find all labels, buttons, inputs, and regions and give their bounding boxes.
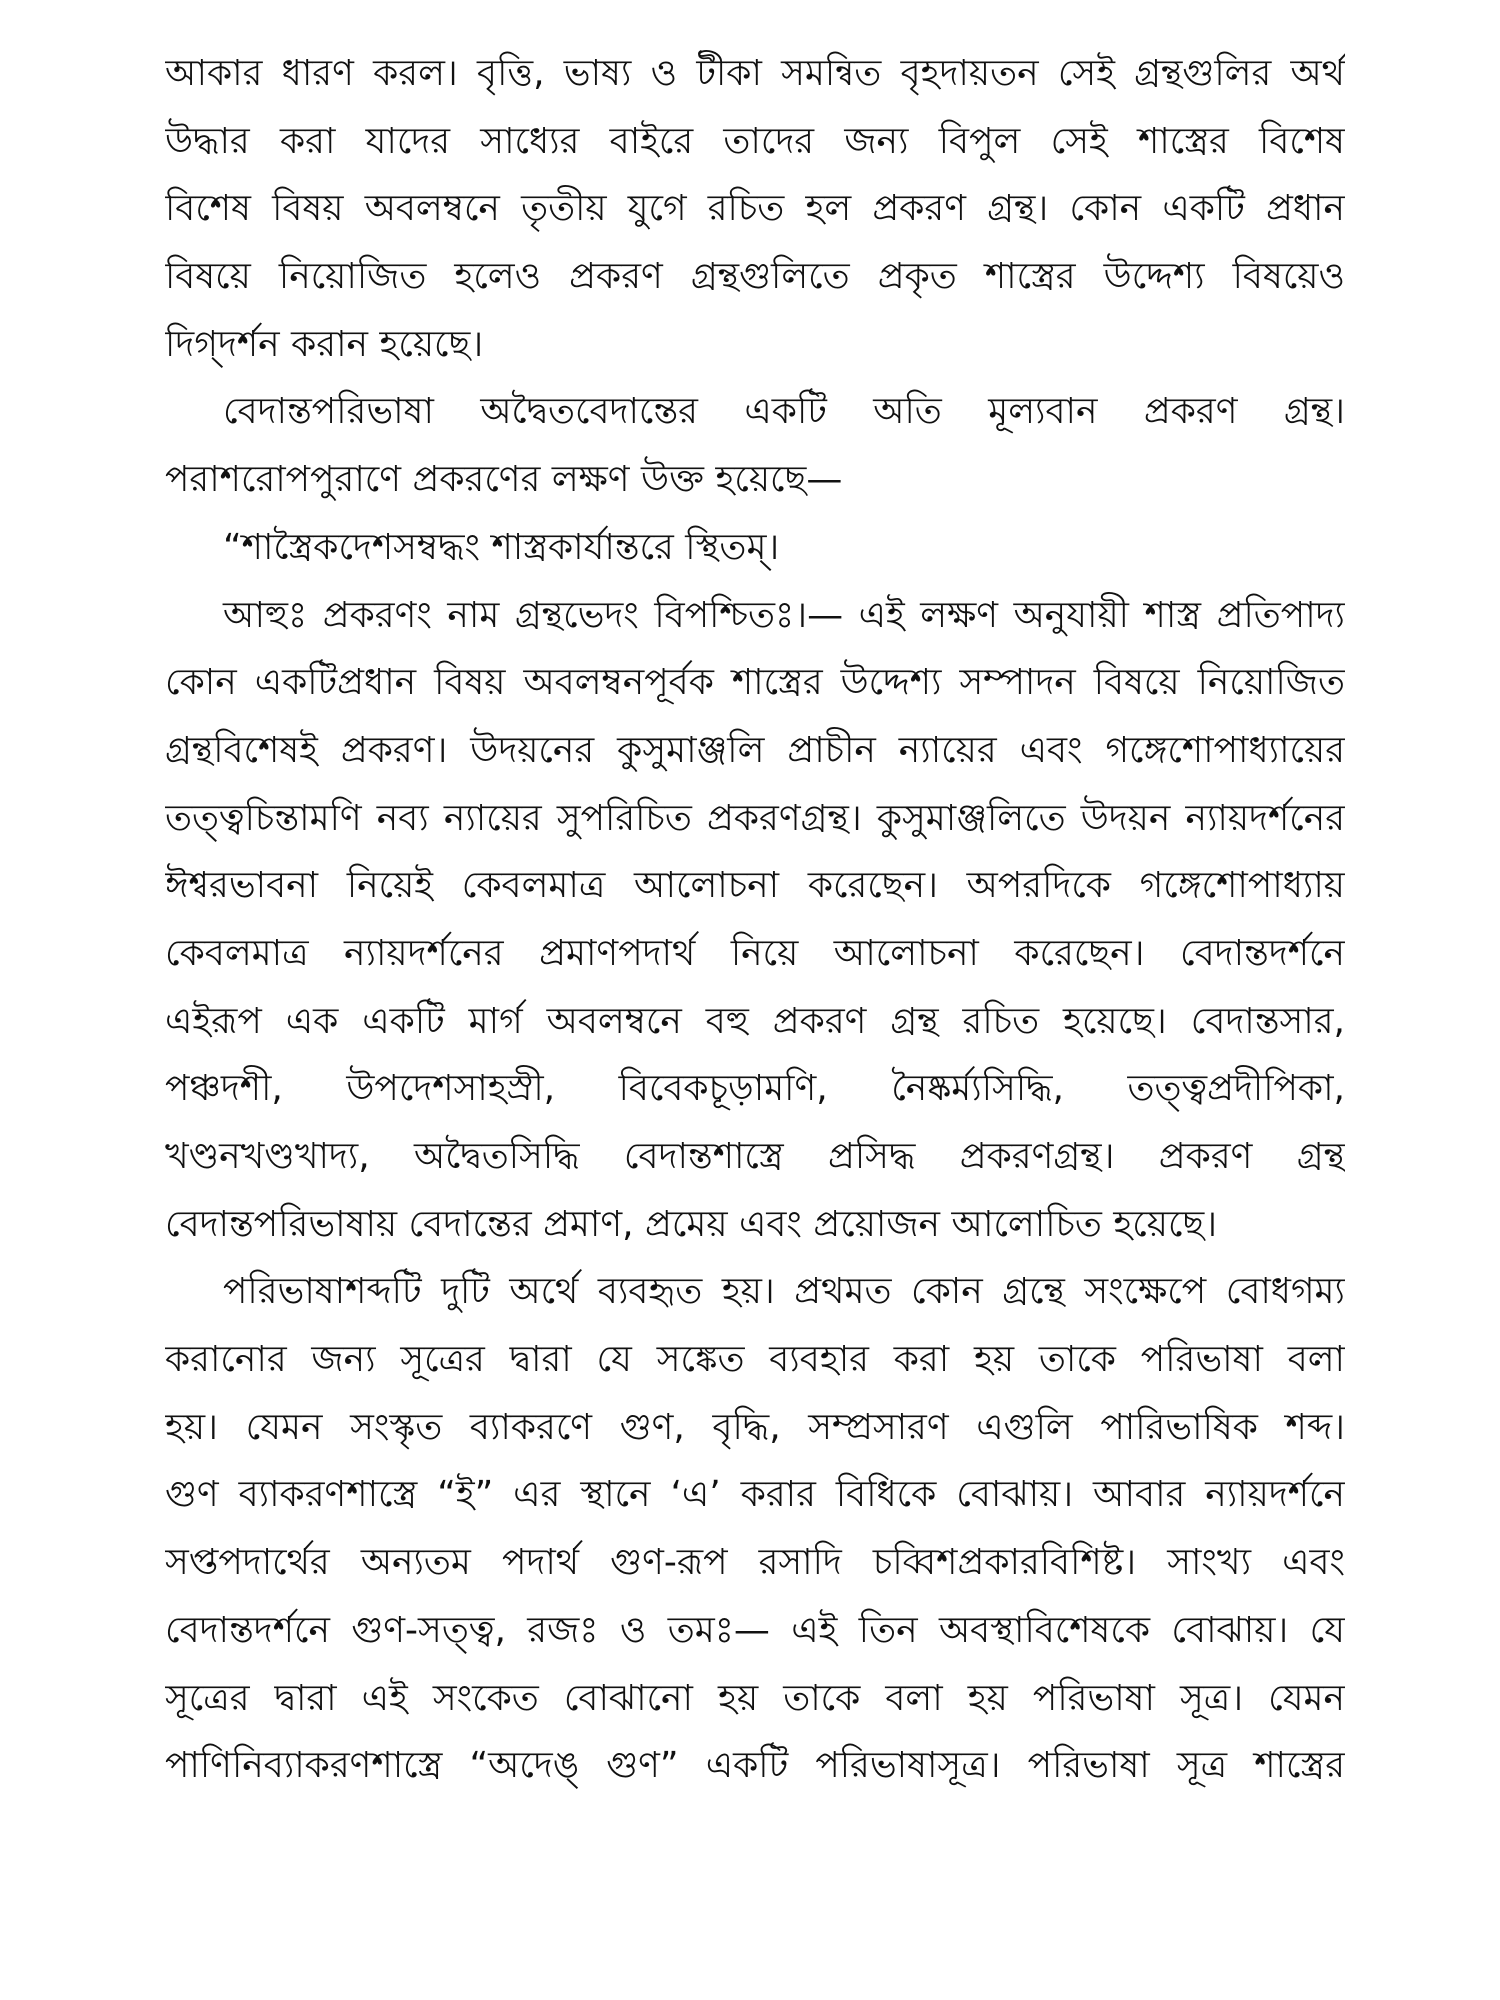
text-line-13: ঈশ্বরভাবনা নিয়েই কেবলমাত্র আলোচনা করেছেন। অপরদিকে গঙ্গেশোপাধ্যায় <box>165 865 1345 907</box>
text-line-16: পঞ্চদশী, উপদেশসাহস্রী, বিবেকচূড়ামণি, নৈষ্কর্ম্যসিদ্ধি, তত্ত্বপ্রদীপিকা, <box>165 1068 1345 1110</box>
text-line-22: গুণ ব্যাকরণশাস্ত্রে “ই” এর স্থানে ‘এ’ করার বিধিকে বোঝায়। আবার ন্যায়দর্শনে <box>165 1474 1345 1516</box>
text-line-15: এইরূপ এক একটি মার্গ অবলম্বনে বহু প্রকরণ গ্রন্থ রচিত হয়েছে। বেদান্তসার, <box>165 1000 1345 1042</box>
text-line-17: খণ্ডনখণ্ডখাদ্য, অদ্বৈতসিদ্ধি বেদান্তশাস্ত্রে প্রসিদ্ধ প্রকরণগ্রন্থ। প্রকরণ গ্রন্থ <box>165 1136 1345 1177</box>
text-line-6: বেদান্তপরিভাষা অদ্বৈতবেদান্তের একটি অতি মূল্যবান প্রকরণ গ্রন্থ। <box>223 391 1345 433</box>
text-line-19: পরিভাষাশব্দটি দুটি অর্থে ব্যবহৃত হয়। প্রথমত কোন গ্রন্থে সংক্ষেপে বোধগম্য <box>223 1271 1345 1313</box>
text-line-14: কেবলমাত্র ন্যায়দর্শনের প্রমাণপদার্থ নিয়ে আলোচনা করেছেন। বেদান্তদর্শনে <box>165 932 1345 974</box>
text-line-24: বেদান্তদর্শনে গুণ-সত্ত্ব, রজঃ ও তমঃ— এই তিন অবস্থাবিশেষকে বোঝায়। যে <box>165 1609 1345 1651</box>
text-line-10: কোন একটিপ্রধান বিষয় অবলম্বনপূর্বক শাস্ত্রের উদ্দেশ্য সম্পাদন বিষয়ে নিয়োজিত <box>165 662 1345 704</box>
text-line-23: সপ্তপদার্থের অন্যতম পদার্থ গুণ-রূপ রসাদি চব্বিশপ্রকারবিশিষ্ট। সাংখ্য এবং <box>165 1542 1345 1584</box>
text-line-9: আহুঃ প্রকরণং নাম গ্রন্থভেদং বিপশ্চিতঃ।— এই লক্ষণ অনুযায়ী শাস্ত্র প্রতিপাদ্য <box>223 594 1345 636</box>
document-page <box>165 40 1345 1980</box>
text-line-18: বেদান্তপরিভাষায় বেদান্তের প্রমাণ, প্রমেয় এবং প্রয়োজন আলোচিত হয়েছে। <box>165 1203 1218 1245</box>
text-line-25: সূত্রের দ্বারা এই সংকেত বোঝানো হয় তাকে বলা হয় পরিভাষা সূত্র। যেমন <box>165 1677 1345 1719</box>
text-line-20: করানোর জন্য সূত্রের দ্বারা যে সঙ্কেত ব্যবহার করা হয় তাকে পরিভাষা বলা <box>165 1339 1345 1381</box>
text-line-2: উদ্ধার করা যাদের সাধ্যের বাইরে তাদের জন্য বিপুল সেই শাস্ত্রের বিশেষ <box>165 120 1345 162</box>
text-line-3: বিশেষ বিষয় অবলম্বনে তৃতীয় যুগে রচিত হল প্রকরণ গ্রন্থ। কোন একটি প্রধান <box>165 188 1345 230</box>
text-line-21: হয়। যেমন সংস্কৃত ব্যাকরণে গুণ, বৃদ্ধি, সম্প্রসারণ এগুলি পারিভাষিক শব্দ। <box>165 1406 1345 1448</box>
text-line-4: বিষয়ে নিয়োজিত হলেও প্রকরণ গ্রন্থগুলিতে প্রকৃত শাস্ত্রের উদ্দেশ্য বিষয়েও <box>165 256 1345 298</box>
text-line-7: পরাশরোপপুরাণে প্রকরণের লক্ষণ উক্ত হয়েছে— <box>165 459 843 501</box>
text-line-12: তত্ত্বচিন্তামণি নব্য ন্যায়ের সুপরিচিত প্রকরণগ্রন্থ। কুসুমাঞ্জলিতে উদয়ন ন্যায়দর্শনের <box>165 797 1345 839</box>
text-line-11: গ্রন্থবিশেষই প্রকরণ। উদয়নের কুসুমাঞ্জলি প্রাচীন ন্যায়ের এবং গঙ্গেশোপাধ্যায়ের <box>165 729 1345 771</box>
text-line-5: দিগ্‌দর্শন করান হয়েছে। <box>165 323 484 365</box>
text-line-1: আকার ধারণ করল। বৃত্তি, ভাষ্য ও টীকা সমন্বিত বৃহদায়তন সেই গ্রন্থগুলির অর্থ <box>165 53 1345 94</box>
quote-line: “শাস্ত্রৈকদেশসম্বদ্ধং শাস্ত্রকার্যান্তরে স্থিতম্। <box>223 526 780 568</box>
text-line-26: পাণিনিব্যাকরণশাস্ত্রে “অদেঙ্ গুণ” একটি পরিভাষাসূত্র। পরিভাষা সূত্র শাস্ত্রের <box>165 1745 1345 1787</box>
